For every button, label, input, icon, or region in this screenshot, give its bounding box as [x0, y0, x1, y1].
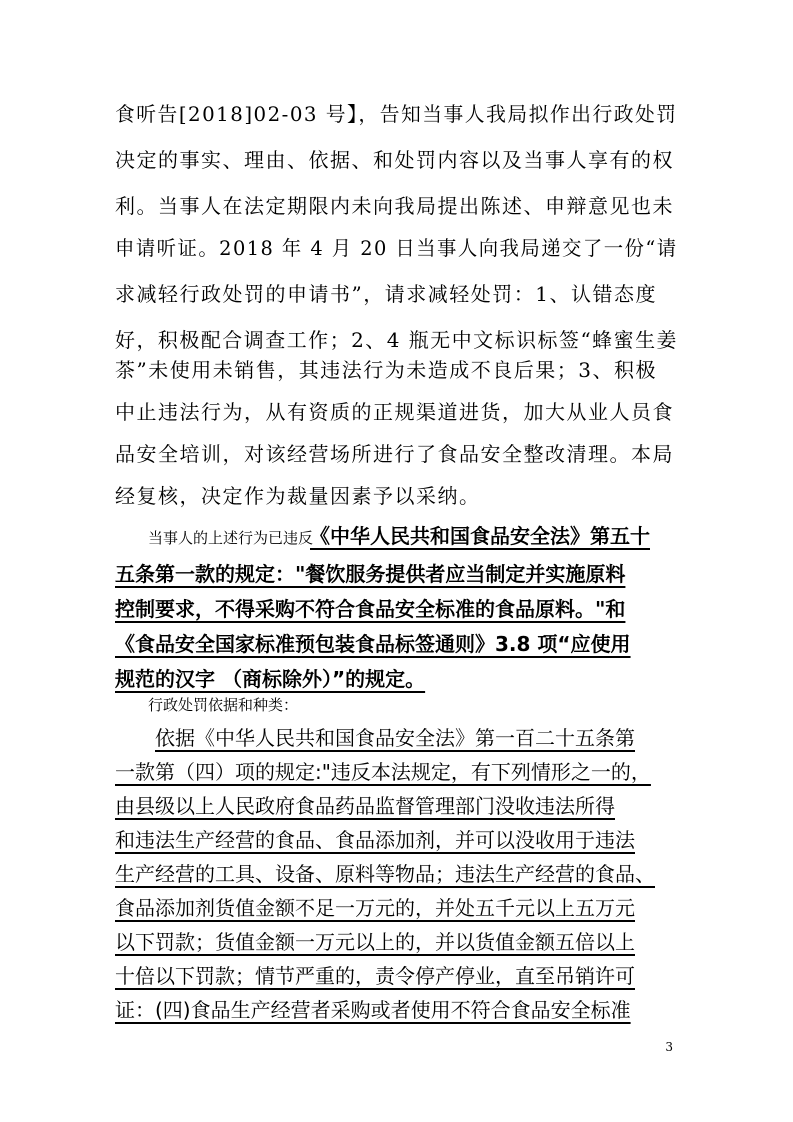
violation-line: 《食品安全国家标准预包装食品标签通则》3.8 项“应使用 — [115, 632, 631, 656]
basis-line: 和违法生产经营的食品、食品添加剂，并可以没收用于违法 — [115, 828, 635, 852]
violation-line: 《中华人民共和国食品安全法》第五十 — [310, 524, 650, 548]
text-line: 茶”未使用未销售，其违法行为未造成不良后果；3、积极 — [115, 358, 657, 382]
text-line: 利。当事人在法定期限内未向我局提出陈述、申辩意见也未 — [115, 194, 674, 218]
basis-line: 一款第（四）项的规定:"违反本法规定，有下列情形之一的， — [115, 760, 651, 784]
violation-line: 五条第一款的规定："餐饮服务提供者应当制定并实施原料 — [115, 562, 626, 586]
basis-line: 十倍以下罚款；情节严重的，责令停产停业，直至吊销许可 — [115, 964, 635, 988]
page-number: 3 — [665, 1040, 673, 1054]
text-line: 品安全培训，对该经营场所进行了食品安全整改清理。本局 — [115, 442, 674, 466]
basis-line: 生产经营的工具、设备、原料等物品；违法生产经营的食品、 — [115, 862, 655, 886]
basis-line: 由县级以上人民政府食品药品监督管理部门没收违法所得 — [115, 794, 615, 818]
text-line: 决定的事实、理由、依据、和处罚内容以及当事人享有的权 — [115, 148, 674, 172]
text-line: 求减轻行政处罚的申请书”，请求减轻处罚：1、认错态度 — [115, 282, 657, 306]
text-line: 好，积极配合调查工作；2、4 瓶无中文标识标签“蜂蜜生姜 — [115, 328, 679, 352]
basis-line: 以下罚款；货值金额一万元以上的，并以货值金额五倍以上 — [115, 930, 635, 954]
violation-line: 规范的汉字 （商标除外）”的规定。 — [115, 667, 426, 691]
basis-line: 证：(四)食品生产经营者采购或者使用不符合食品安全标准 — [115, 998, 631, 1022]
text-line: 申请听证。2018 年 4 月 20 日当事人向我局递交了一份“请 — [115, 236, 678, 260]
basis-line: 食品添加剂货值金额不足一万元的，并处五千元以上五万元 — [115, 896, 635, 920]
basis-line: 依据《中华人民共和国食品安全法》第一百二十五条第 — [155, 726, 635, 750]
violation-line: 控制要求，不得采购不符合食品安全标准的食品原料。"和 — [115, 597, 626, 621]
text-line: 中止违法行为，从有资质的正规渠道进货，加大从业人员食 — [115, 400, 674, 424]
basis-heading: 行政处罚依据和种类： — [148, 696, 299, 714]
violation-intro: 当事人的上述行为已违反 — [148, 529, 314, 547]
text-line: 食听告[2018]02-03 号】，告知当事人我局拟作出行政处罚 — [115, 102, 678, 126]
text-line: 经复核，决定作为裁量因素予以采纳。 — [115, 484, 481, 508]
